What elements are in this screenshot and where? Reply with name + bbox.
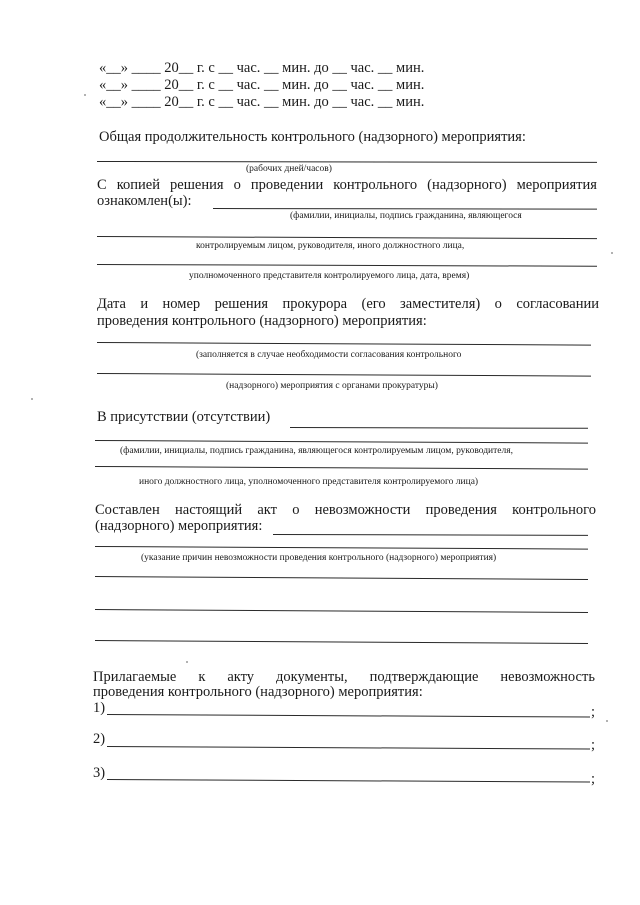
word: копией bbox=[116, 177, 160, 193]
act-fill-line-3[interactable] bbox=[95, 576, 588, 580]
scan-speck bbox=[606, 720, 608, 722]
word: решения bbox=[214, 296, 269, 312]
word: подтверждающие bbox=[369, 669, 479, 685]
familiarized-line-2: ознакомлен(ы): bbox=[97, 193, 192, 209]
presence-label: В присутствии (отсутствии) bbox=[97, 409, 271, 425]
word: решения bbox=[170, 177, 224, 193]
word: номер bbox=[162, 296, 201, 312]
word: контрольного bbox=[333, 177, 418, 193]
word: Прилагаемые bbox=[93, 669, 177, 685]
word: (его bbox=[361, 296, 386, 312]
familiarized-fill-line-2[interactable] bbox=[97, 236, 597, 239]
attached-item-1-fill-line[interactable] bbox=[107, 714, 590, 718]
duration-fill-line[interactable] bbox=[97, 161, 597, 163]
duration-caption: (рабочих дней/часов) bbox=[246, 164, 332, 174]
prosecutor-fill-line-2[interactable] bbox=[97, 373, 591, 377]
presence-fill-line-2[interactable] bbox=[95, 440, 588, 444]
prosecutor-fill-line-1[interactable] bbox=[97, 342, 591, 346]
word: Составлен bbox=[95, 502, 160, 518]
date-line-3: «__» ____ 20__ г. с __ час. __ мин. до __ час. __ мин. bbox=[99, 94, 425, 110]
word: акту bbox=[227, 669, 255, 685]
attached-item-1-end: ; bbox=[591, 704, 596, 720]
date-line-2: «__» ____ 20__ г. с __ час. __ мин. до __ час. __ мин. bbox=[99, 77, 425, 93]
familiarized-fill-line-3[interactable] bbox=[97, 264, 597, 267]
word: и bbox=[140, 296, 149, 312]
word: о bbox=[292, 502, 300, 518]
prosecutor-caption-1: (заполняется в случае необходимости согласования контрольного bbox=[196, 350, 462, 360]
attached-item-3-number: 3) bbox=[93, 765, 106, 781]
act-line-2: (надзорного) мероприятия: bbox=[95, 518, 263, 534]
date-line-1: «__» ____ 20__ г. с __ час. __ мин. до __ час. __ мин. bbox=[99, 60, 425, 76]
presence-caption-2: иного должностного лица, уполномоченного представителя контролируемого лица) bbox=[139, 477, 479, 487]
word: невозможность bbox=[500, 669, 595, 685]
act-caption: (указание причин невозможности проведения контрольного (надзорного) мероприятия) bbox=[141, 553, 497, 563]
attached-item-2-number: 2) bbox=[93, 731, 106, 747]
word: документы, bbox=[276, 669, 348, 685]
presence-fill-line-3[interactable] bbox=[95, 466, 588, 470]
prosecutor-line-1 bbox=[97, 296, 599, 313]
word: проведении bbox=[250, 177, 324, 193]
word: невозможности bbox=[314, 502, 411, 518]
word: С bbox=[97, 177, 107, 193]
word: заместителя) bbox=[400, 296, 481, 312]
word: Дата bbox=[97, 296, 126, 312]
familiarized-caption-2: контролируемым лицом, руководителя, иного должностного лица, bbox=[196, 241, 465, 251]
familiarized-fill-line-1[interactable] bbox=[213, 208, 597, 210]
word: к bbox=[198, 669, 206, 685]
prosecutor-caption-2: (надзорного) мероприятия с органами прокуратуры) bbox=[226, 381, 438, 391]
scan-speck bbox=[611, 252, 613, 254]
word: о bbox=[494, 296, 502, 312]
attached-item-2-fill-line[interactable] bbox=[107, 746, 590, 750]
presence-fill-line-1[interactable] bbox=[290, 427, 588, 429]
act-line-1 bbox=[95, 502, 596, 519]
act-fill-line-5[interactable] bbox=[95, 640, 588, 644]
act-fill-line-2[interactable] bbox=[95, 546, 588, 550]
word: проведения bbox=[425, 502, 497, 518]
attached-item-3-end: ; bbox=[591, 771, 596, 787]
scan-speck bbox=[31, 398, 33, 400]
attached-item-3-fill-line[interactable] bbox=[107, 779, 590, 783]
word: (надзорного) bbox=[427, 177, 507, 193]
familiarized-caption-1: (фамилии, инициалы, подпись гражданина, являющегося bbox=[290, 211, 522, 221]
word: контрольного bbox=[512, 502, 596, 518]
presence-caption-1: (фамилии, инициалы, подпись гражданина, являющегося контролируемым лицом, руководителя, bbox=[120, 446, 513, 456]
act-fill-line-4[interactable] bbox=[95, 609, 588, 613]
word: мероприятия bbox=[516, 177, 597, 193]
act-fill-line-1[interactable] bbox=[273, 534, 588, 536]
word: акт bbox=[257, 502, 277, 518]
attached-item-1-number: 1) bbox=[93, 700, 106, 716]
scan-speck bbox=[84, 94, 86, 96]
word: о bbox=[233, 177, 241, 193]
scan-speck bbox=[186, 661, 188, 663]
familiarized-caption-3: уполномоченного представителя контролируемого лица, дата, время) bbox=[189, 271, 470, 281]
word: согласовании bbox=[516, 296, 599, 312]
word: настоящий bbox=[175, 502, 243, 518]
duration-label: Общая продолжительность контрольного (надзорного) мероприятия: bbox=[99, 129, 526, 145]
word: прокурора bbox=[282, 296, 348, 312]
attached-line-2: проведения контрольного (надзорного) мероприятия: bbox=[93, 684, 423, 700]
familiarized-line-1 bbox=[97, 177, 597, 194]
prosecutor-line-2: проведения контрольного (надзорного) мероприятия: bbox=[97, 313, 427, 329]
attached-item-2-end: ; bbox=[591, 737, 596, 753]
